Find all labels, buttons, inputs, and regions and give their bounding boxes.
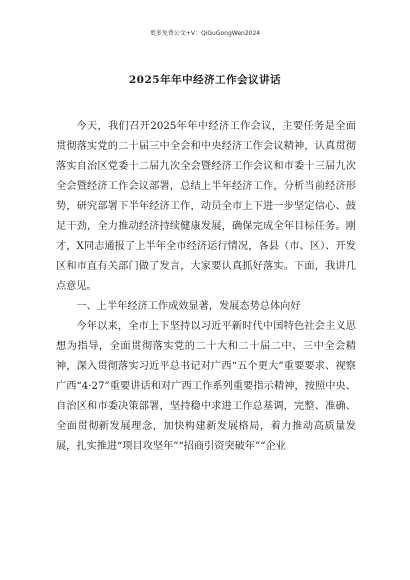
paragraph-section-1: 今年以来，全市上下坚持以习近平新时代中国特色社会主义思想为指导，全面贯彻落实党的二十大和二十届二中、三中全会精神，深入贯彻落实习近平总书记对广西“五个更大”重要要求、视察广西“4·27”重要讲话和对广西工作系列重要指示精神，按照中央、自治区和市委决策部署，坚持稳中求进工作总基调，完整、准确、全面贯彻新发展理念，加快构建新发展格局，着力推动高质量发展，扎实推进“项目攻坚年”“招商引资突破年”“企业: [56, 321, 356, 452]
header-note: 更多免费公文+V：QiGuGongWen2024: [149, 30, 261, 37]
paragraph-intro: 今天，我们召开2025年年中经济工作会议，主要任务是全面贯彻落实党的二十届三中全会和中央经济工作会议精神，认真贯彻落实自治区党委十二届九次全会暨经济工作会议和市委十三届九次全会暨经济工作会议部署，总结上半年经济工作，分析当前经济形势，研究部署下半年经济工作，动员全市上下进一步坚定信心、鼓足干劲，全力推动经济持续健康发展，确保完成全年目标任务。刚才，X同志通报了上半年全市经济运行情况，各县（市、区）、开发区和市直有关部门做了发言，大家要认真抓好落实。下面，我讲几点意见。: [56, 121, 356, 292]
section-heading-1: 一、上半年经济工作成效显著，发展态势总体向好: [76, 301, 301, 312]
document-body: [56, 117, 356, 457]
document-title: 2025年年中经济工作会议讲话: [128, 74, 282, 86]
